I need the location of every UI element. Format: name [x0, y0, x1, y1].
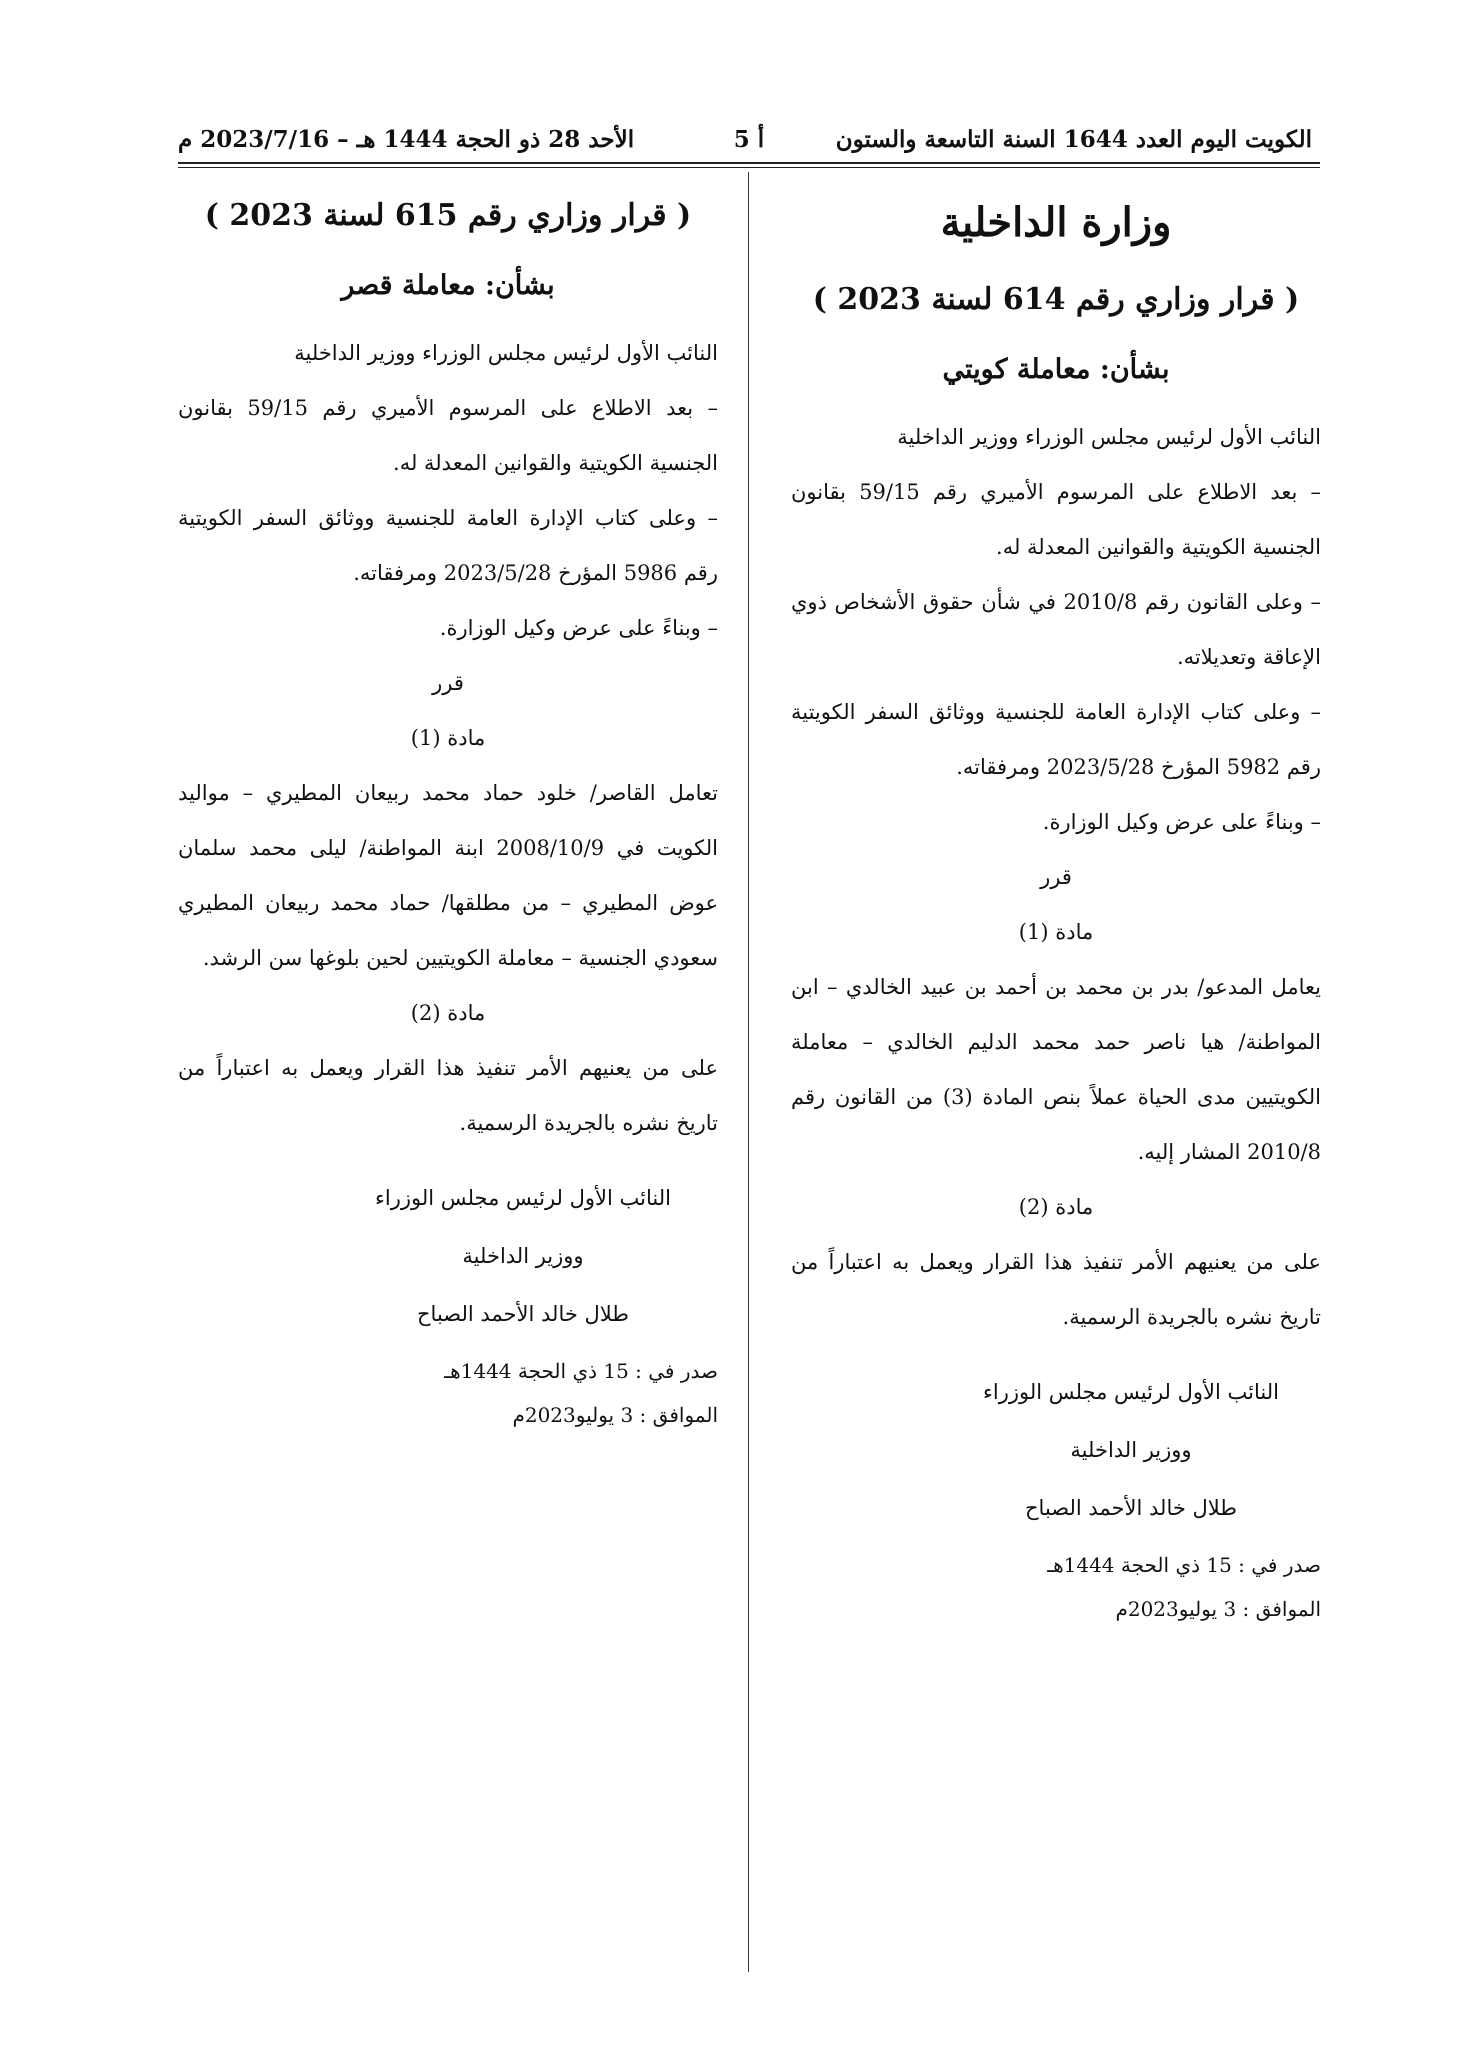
preamble-item: – وبناءً على عرض وكيل الوزارة.	[1042, 810, 1321, 834]
article-1-heading: مادة (1)	[1018, 920, 1094, 944]
article-2-text: على من يعنيهم الأمر تنفيذ هذا القرار ويعمل به اعتباراً من تاريخ نشره بالجريدة الرسمية.	[791, 1250, 1321, 1329]
article-1-text: يعامل المدعو/ بدر بن محمد بن أحمد بن عبيد الخالدي – ابن المواطنة/ هيا ناصر حمد محمد الدليم الخالدي – معاملة الكويتيين مدى الحياة عملاً بنص المادة (3) من القانون رقم 2010/8 المشار إليه.	[791, 975, 1321, 1164]
issuer-line: النائب الأول لرئيس مجلس الوزراء ووزير الداخلية	[294, 341, 718, 365]
decree-subject: بشأن: معاملة كويتي	[942, 354, 1170, 385]
decree-subject: بشأن: معاملة قصر	[341, 270, 555, 301]
article-2-text: على من يعنيهم الأمر تنفيذ هذا القرار ويعمل به اعتباراً من تاريخ نشره بالجريدة الرسمية.	[178, 1056, 718, 1135]
date-block	[178, 1349, 718, 1437]
signatory-name: طلال خالد الأحمد الصباح	[416, 1302, 630, 1326]
decree-title: ( قرار وزاري رقم 614 لسنة 2023 )	[812, 282, 1300, 317]
preamble-item: – وعلى القانون رقم 2010/8 في شأن حقوق الأشخاص ذوي الإعاقة وتعديلاته.	[791, 590, 1321, 669]
header-rule-thick	[178, 162, 1320, 164]
signatory-ministry: ووزير الداخلية	[1070, 1438, 1192, 1462]
article-2-heading: مادة (2)	[410, 1001, 486, 1025]
page-header	[178, 112, 1320, 162]
preamble-item: – بعد الاطلاع على المرسوم الأميري رقم 59/15 بقانون الجنسية الكويتية والقوانين المعدلة له.	[178, 396, 718, 475]
corresponding-date: الموافق : 3 يوليو2023م	[1115, 1597, 1321, 1621]
article-2-heading: مادة (2)	[1018, 1195, 1094, 1219]
article-1-heading: مادة (1)	[410, 726, 486, 750]
column-divider	[748, 172, 749, 1972]
corresponding-date: الموافق : 3 يوليو2023م	[512, 1403, 718, 1427]
signatory-title: النائب الأول لرئيس مجلس الوزراء	[375, 1186, 671, 1210]
preamble-item: – بعد الاطلاع على المرسوم الأميري رقم 59/15 بقانون الجنسية الكويتية والقوانين المعدلة له.	[791, 480, 1321, 559]
preamble-item: – وبناءً على عرض وكيل الوزارة.	[439, 616, 718, 640]
date-block	[791, 1543, 1321, 1631]
preamble-item: – وعلى كتاب الإدارة العامة للجنسية ووثائق السفر الكويتية رقم 5982 المؤرخ 2023/5/28 ومرفقاته.	[791, 700, 1321, 779]
publication-date: الأحد 28 ذو الحجة 1444 هـ – 2023/7/16 م	[178, 126, 635, 153]
issuer-line: النائب الأول لرئيس مجلس الوزراء ووزير الداخلية	[897, 425, 1321, 449]
signatory-title: النائب الأول لرئيس مجلس الوزراء	[983, 1380, 1279, 1404]
gazette-issue-info: الكويت اليوم العدد 1644 السنة التاسعة والستون	[835, 126, 1312, 153]
decree-615-column	[178, 180, 718, 1437]
ministry-title: وزارة الداخلية	[940, 199, 1172, 246]
signatory-ministry: ووزير الداخلية	[462, 1244, 584, 1268]
decided-heading: قرر	[432, 671, 464, 695]
decree-614-column	[791, 180, 1321, 1631]
page-number: أ 5	[733, 126, 765, 153]
header-rule-thin	[178, 167, 1320, 168]
article-1-text: تعامل القاصر/ خلود حماد محمد ربيعان المطيري – مواليد الكويت في 2008/10/9 ابنة المواطنة/ ليلى محمد سلمان عوض المطيري – من مطلقها/ حماد محمد ربيعان المطيري سعودي الجنسية – معاملة الكويتيين لحين بلوغها سن الرشد.	[178, 781, 718, 970]
signature-block	[791, 1363, 1321, 1537]
decided-heading: قرر	[1040, 865, 1072, 889]
preamble-item: – وعلى كتاب الإدارة العامة للجنسية ووثائق السفر الكويتية رقم 5986 المؤرخ 2023/5/28 ومرفقاته.	[178, 506, 718, 585]
issued-date: صدر في : 15 ذي الحجة 1444هـ	[444, 1359, 718, 1383]
signature-block	[178, 1169, 718, 1343]
decree-title: ( قرار وزاري رقم 615 لسنة 2023 )	[204, 198, 692, 233]
signatory-name: طلال خالد الأحمد الصباح	[1024, 1496, 1238, 1520]
issued-date: صدر في : 15 ذي الحجة 1444هـ	[1047, 1553, 1321, 1577]
